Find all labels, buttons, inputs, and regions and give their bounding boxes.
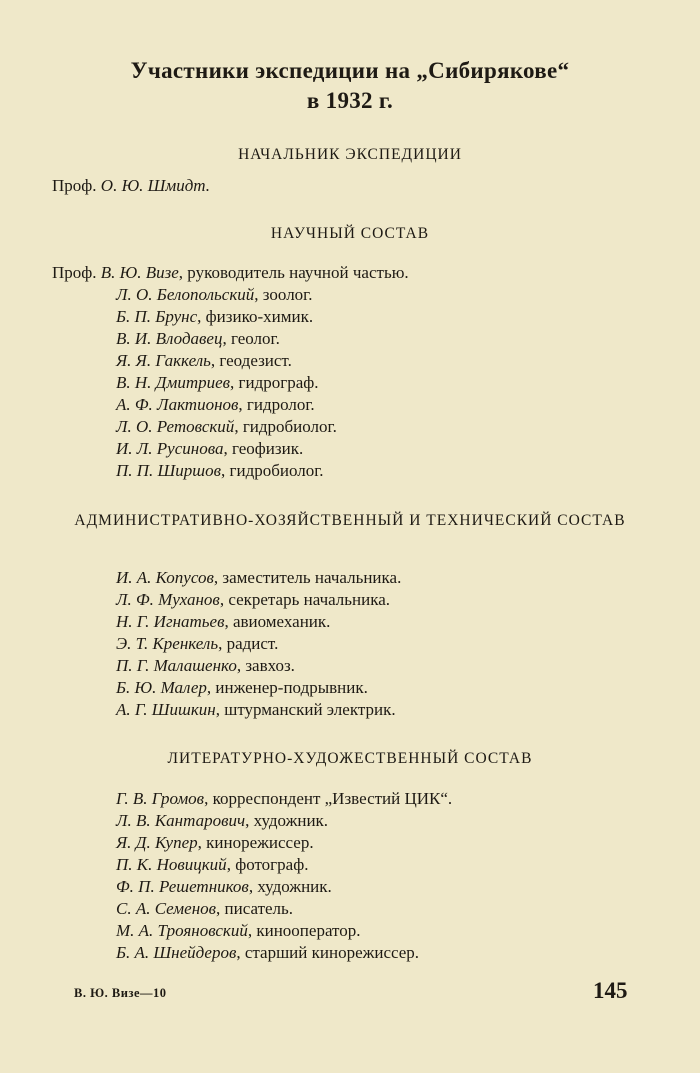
entry-role: , гидролог.: [238, 395, 315, 414]
entry-role: , геофизик.: [223, 439, 304, 458]
entry-name: Г. В. Громов: [116, 789, 205, 808]
entry-role: , гидробиолог.: [234, 417, 337, 436]
entry-row: [116, 461, 324, 481]
entry-name: Э. Т. Кренкель: [116, 634, 219, 653]
entry-prefix: Проф.: [52, 263, 97, 282]
entry-row: [116, 439, 303, 459]
entry-name: П. К. Новицкий: [116, 855, 227, 874]
entry-name: Л. В. Кантарович: [116, 811, 246, 830]
entry-role: , геодезист.: [210, 351, 292, 370]
entry-role: , кинорежиссер.: [197, 833, 314, 852]
entry-role: , гидробиолог.: [221, 461, 324, 480]
entry-name: С. А. Семенов: [116, 899, 217, 918]
entry-role: , руководитель научной частью.: [178, 263, 409, 282]
entry-role: , корреспондент „Известий ЦИК“.: [204, 789, 453, 808]
entry-name: Ф. П. Решетников: [116, 877, 249, 896]
entry-name: Б. А. Шнейдеров: [116, 943, 237, 962]
entry-name: М. А. Трояновский: [116, 921, 248, 940]
entry-row: [116, 568, 401, 588]
entry-row: [116, 417, 337, 437]
entry-name: Я. Д. Купер: [116, 833, 198, 852]
entry-row: [116, 612, 330, 632]
entry-role: , физико-химик.: [197, 307, 314, 326]
entry-name: Л. О. Белопольский: [116, 285, 255, 304]
entry-row: [116, 351, 292, 371]
entry-row: [116, 899, 293, 919]
entry-role: , художник.: [248, 877, 332, 896]
entry-row: [116, 789, 452, 809]
entry-row: [116, 700, 396, 720]
entry-row: [52, 176, 210, 196]
entry-role: , заместитель начальника.: [213, 568, 402, 587]
entry-role: , фотограф.: [226, 855, 309, 874]
entry-name: В. И. Влодавец: [116, 329, 223, 348]
entry-role: , кинооператор.: [247, 921, 361, 940]
entry-name: Н. Г. Игнатьев: [116, 612, 225, 631]
entry-role: , секретарь начальника.: [219, 590, 391, 609]
entry-name: Л. О. Ретовский: [116, 417, 235, 436]
entry-name: И. Л. Русинова: [116, 439, 224, 458]
entry-row: [116, 943, 419, 963]
entry-name: П. П. Ширшов: [116, 461, 221, 480]
entry-name: В. Н. Дмитриев: [116, 373, 231, 392]
entry-name: И. А. Копусов: [116, 568, 214, 587]
entry-row: [116, 855, 308, 875]
entry-role: , радист.: [218, 634, 279, 653]
entry-row: [116, 921, 361, 941]
entry-role: , художник.: [245, 811, 329, 830]
entry-name: Б. Ю. Малер: [116, 678, 207, 697]
section-heading-scientific: НАУЧНЫЙ СОСТАВ: [270, 225, 430, 242]
entry-name: О. Ю. Шмидт.: [100, 176, 211, 195]
entry-name: А. Ф. Лактионов: [116, 395, 239, 414]
section-heading-administrative: АДМИНИСТРАТИВНО-ХОЗЯЙСТВЕННЫЙ И ТЕХНИЧЕСКИЙ СОСТАВ: [74, 512, 626, 529]
page-title-line-1: Участники экспедиции на „Сибирякове“: [130, 58, 570, 83]
entry-row: [116, 395, 315, 415]
entry-role: , писатель.: [216, 899, 294, 918]
entry-row: [116, 811, 328, 831]
page-number: 145: [593, 978, 628, 1003]
entry-row: [116, 634, 278, 654]
entry-row: [116, 833, 314, 853]
entry-name: А. Г. Шишкин: [116, 700, 216, 719]
entry-role: , зоолог.: [254, 285, 313, 304]
entry-role: , завхоз.: [236, 656, 295, 675]
page-title-line-2: в 1932 г.: [306, 88, 394, 113]
entry-row: [116, 877, 332, 897]
entry-role: , инженер-подрывник.: [206, 678, 368, 697]
entry-role: , гидрограф.: [230, 373, 319, 392]
entry-row: [52, 263, 409, 283]
entry-role: , геолог.: [222, 329, 280, 348]
entry-row: [116, 590, 390, 610]
entry-prefix: Проф.: [52, 176, 97, 195]
entry-row: [116, 373, 319, 393]
printer-signature: В. Ю. Визе—10: [74, 986, 167, 1000]
section-heading-literary: ЛИТЕРАТУРНО-ХУДОЖЕСТВЕННЫЙ СОСТАВ: [167, 750, 533, 767]
entry-row: [116, 656, 295, 676]
entry-name: Я. Я. Гаккель: [116, 351, 211, 370]
entry-role: , авиомеханик.: [224, 612, 331, 631]
entry-role: , старший кинорежиссер.: [236, 943, 420, 962]
entry-name: Л. Ф. Муханов: [116, 590, 220, 609]
entry-name: П. Г. Малашенко: [116, 656, 237, 675]
section-heading-leader: НАЧАЛЬНИК ЭКСПЕДИЦИИ: [238, 146, 462, 163]
entry-row: [116, 329, 280, 349]
entry-role: , штурманский электрик.: [215, 700, 396, 719]
entry-row: [116, 678, 368, 698]
entry-row: [116, 285, 312, 305]
entry-name: В. Ю. Визе: [100, 263, 179, 282]
entry-row: [116, 307, 313, 327]
entry-name: Б. П. Брунс: [116, 307, 198, 326]
